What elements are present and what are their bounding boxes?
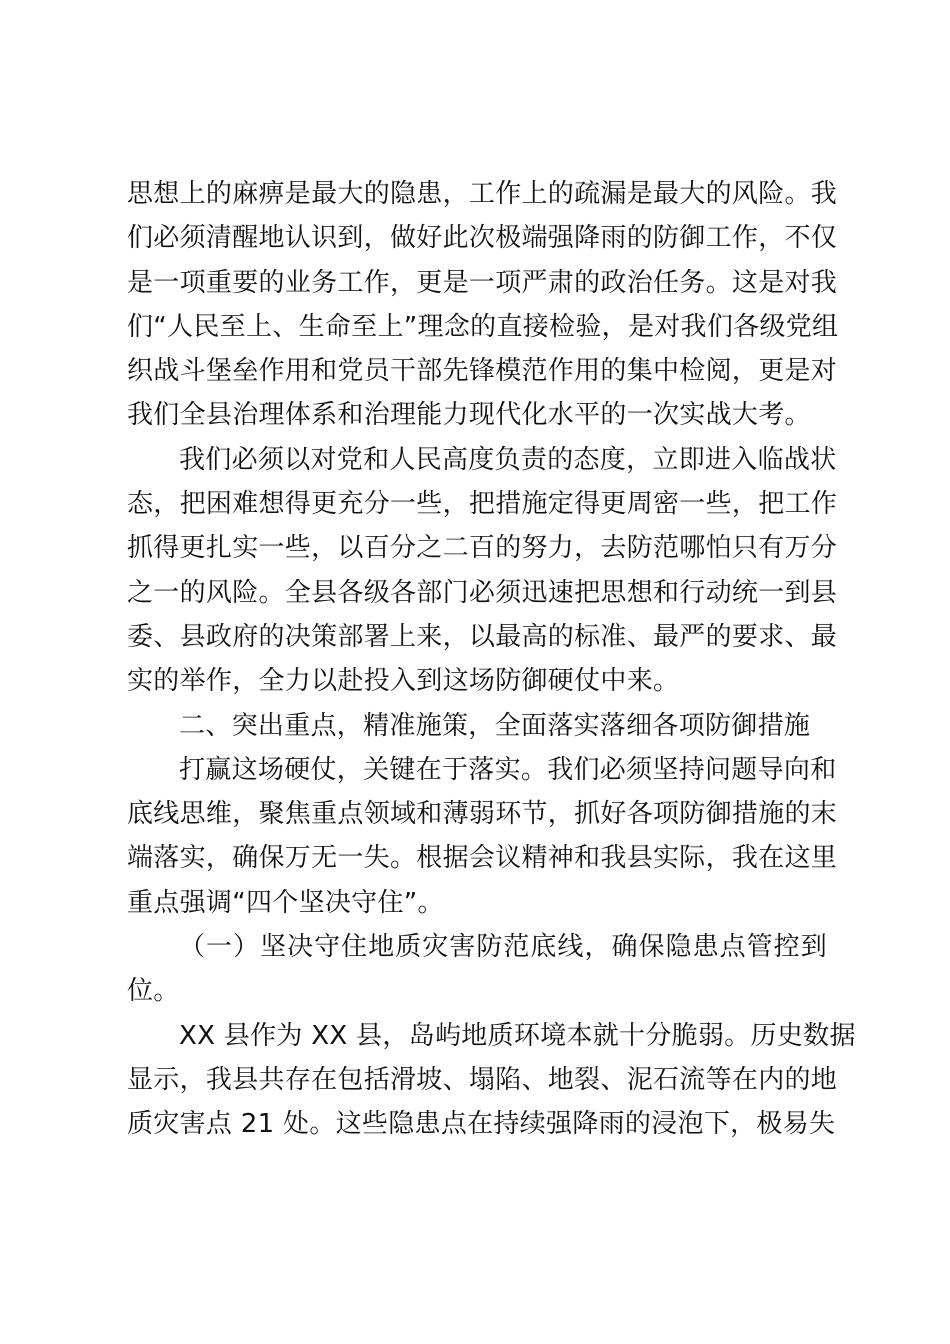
paragraph-battle-readiness bbox=[127, 438, 838, 704]
text-line: 思想上的麻痹是最大的隐患，工作上的疏漏是最大的风险。我 bbox=[127, 179, 838, 209]
document-body bbox=[127, 172, 856, 1147]
text-line: 重点强调“四个坚决守住”。 bbox=[127, 887, 444, 918]
text-line: 显示，我县共存在包括滑坡、塌陷、地裂、泥石流等在内的地 bbox=[127, 1064, 838, 1095]
paragraph-geology bbox=[127, 1014, 856, 1147]
text-line: 是一项重要的业务工作，更是一项严肃的政治任务。这是对我 bbox=[127, 267, 838, 298]
text-line: 之一的风险。全县各级各部门必须迅速把思想和行动统一到县 bbox=[127, 577, 838, 608]
text-line: 抓得更扎实一些，以百分之二百的努力，去防范哪怕只有万分 bbox=[127, 533, 838, 564]
section-heading bbox=[127, 704, 827, 748]
text-line: 我们全县治理体系和治理能力现代化水平的一次实战大考。 bbox=[127, 400, 811, 431]
text-line: 端落实，确保万无一失。根据会议精神和我县实际，我在这里 bbox=[127, 843, 838, 874]
section-heading-text: 二、突出重点，精准施策，全面落实落细各项防御措施 bbox=[179, 710, 811, 741]
paragraph-implementation bbox=[127, 748, 838, 925]
paragraph-risk-awareness bbox=[127, 172, 839, 438]
text-line: 织战斗堡垒作用和党员干部先锋模范作用的集中检阅，更是对 bbox=[127, 356, 838, 387]
subsection-heading bbox=[127, 925, 827, 1014]
text-line: 们“人民至上、生命至上”理念的直接检验，是对我们各级党组 bbox=[127, 311, 839, 342]
text-line: 实的举作，全力以赴投入到这场防御硬仗中来。 bbox=[127, 666, 680, 697]
text-line: 我们必须以对党和人民高度负责的态度，立即进入临战状 bbox=[179, 444, 837, 475]
text-line: 打赢这场硬仗，关键在于落实。我们必须坚持问题导向和 bbox=[179, 754, 837, 785]
subsection-heading-text: （一）坚决守住地质灾害防范底线，确保隐患点管控到 bbox=[179, 932, 827, 963]
text-line: 态，把困难想得更充分一些，把措施定得更周密一些，把工作 bbox=[127, 489, 838, 520]
text-line: 底线思维，聚焦重点领域和薄弱环节，抓好各项防御措施的末 bbox=[127, 799, 838, 830]
subsection-heading-text: 位。 bbox=[127, 976, 180, 1007]
text-line: 委、县政府的决策部署上来，以最高的标准、最严的要求、最 bbox=[127, 621, 838, 652]
text-line: 们必须清醒地认识到，做好此次极端强降雨的防御工作，不仅 bbox=[127, 223, 838, 254]
text-line: 质灾害点 21 处。这些隐患点在持续强降雨的浸泡下，极易失 bbox=[127, 1109, 836, 1140]
text-line: XX 县作为 XX 县，岛屿地质环境本就十分脆弱。历史数据 bbox=[179, 1020, 856, 1051]
